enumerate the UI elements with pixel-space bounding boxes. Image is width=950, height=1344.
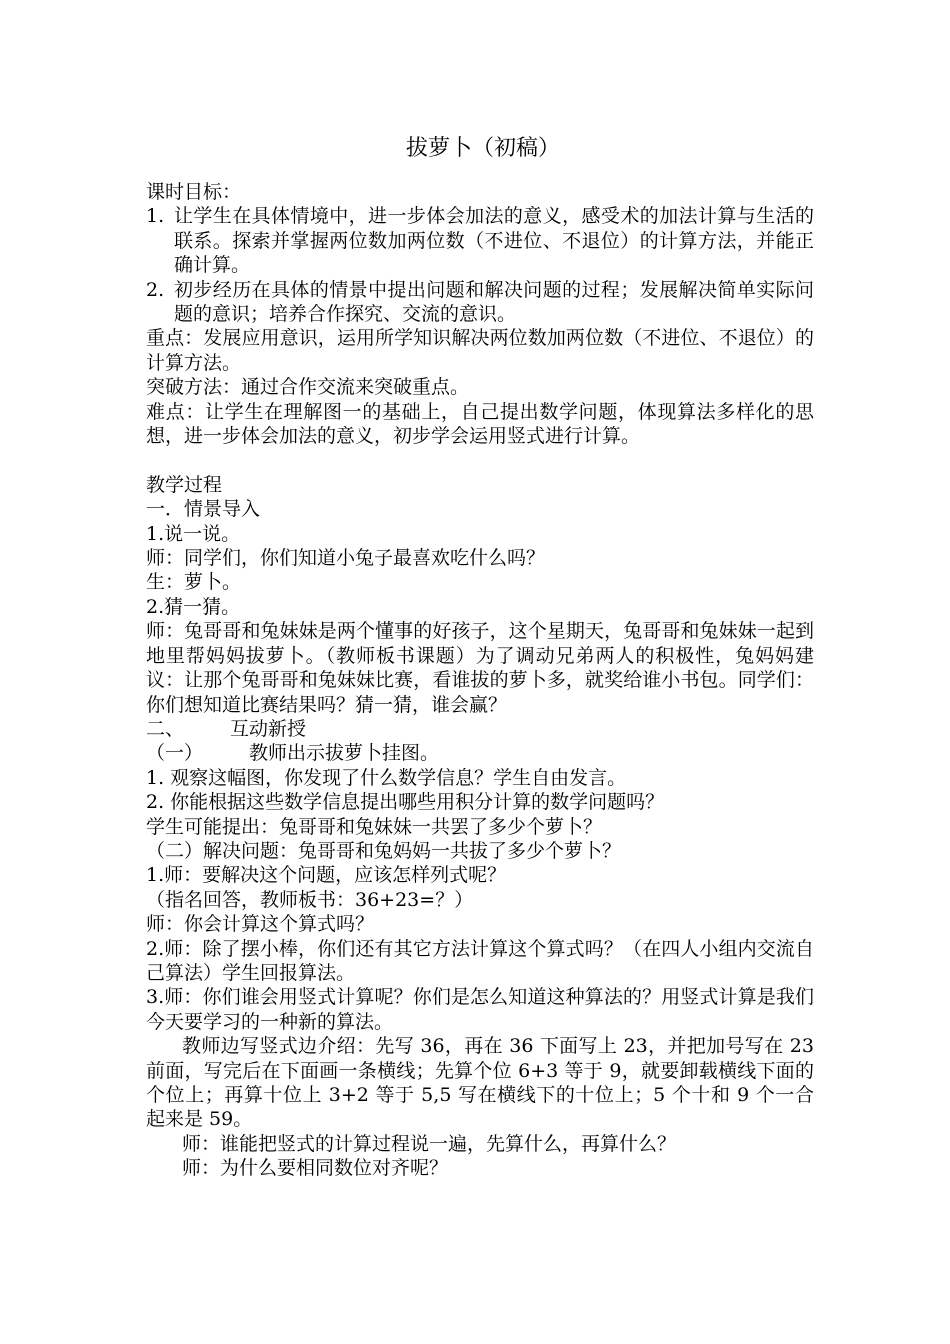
goal-number: 1. <box>146 205 165 228</box>
section1-line: 生：萝卜。 <box>146 571 242 594</box>
section1-line: 1.说一说。 <box>146 522 241 545</box>
breakthrough-method: 突破方法：通过合作交流来突破重点。 <box>146 376 470 399</box>
section2-line: 1.师：要解决这个问题，应该怎样列式呢？ <box>146 864 507 887</box>
section2-line: （二）解决问题：兔哥哥和兔妈妈一共拔了多少个萝卜？ <box>146 839 622 862</box>
section2-heading <box>146 717 814 741</box>
goal-text: 初步经历在具体的情景中提出问题和解决问题的过程；发展解决简单实际问题的意识；培养合作探究、交流的意识。 <box>174 278 814 326</box>
subsection1-text: 教师出示拔萝卜挂图。 <box>249 742 440 765</box>
teacher-question: 师：为什么要相同数位对齐呢？ <box>182 1157 449 1180</box>
section2-line: （指名回答，教师板书：36+23=？） <box>146 888 474 911</box>
subsection1-heading <box>146 741 814 765</box>
section2-line: 1. 观察这幅图，你发现了什么数学信息？学生自由发言。 <box>146 766 627 789</box>
subsection1-number: （一） <box>146 742 204 765</box>
goal-item <box>146 278 814 327</box>
section1-line: 师：同学们，你们知道小兔子最喜欢吃什么吗？ <box>146 547 546 570</box>
section2-heading-number: 二、 <box>146 717 185 740</box>
document-title: 拔萝卜（初稿） <box>405 136 560 161</box>
difficulty: 难点：让学生在理解图一的基础上，自己提出数学问题，体现算法多样化的思想，进一步体会加法的意义，初步学会运用竖式进行计算。 <box>146 400 814 448</box>
section2-paragraph: 2.师：除了摆小棒，你们还有其它方法计算这个算式吗？（在四人小组内交流自己算法）学生回报算法。 <box>146 937 814 984</box>
section1-line: 2.猜一猜。 <box>146 595 241 618</box>
blank-line <box>146 448 814 472</box>
teacher-question: 师：谁能把竖式的计算过程说一遍，先算什么，再算什么？ <box>182 1132 677 1155</box>
vertical-method-explanation: 教师边写竖式边介绍：先写 36，再在 36 下面写上 23，并把加号写在 23 前面，写完后在下面画一条横线；先算个位 6+3 等于 9，就要卸载横线下面的个位上；再算十位上 3+2 等于 5,5 写在横线下的十位上；5 个十和 9 个一合起来是 59。 <box>146 1035 814 1131</box>
goal-item <box>146 204 814 277</box>
goal-number: 2. <box>146 278 165 301</box>
section2-line: 师：你会计算这个算式吗？ <box>146 913 375 936</box>
section2-line: 2. 你能根据这些数学信息提出哪些用积分计算的数学问题吗？ <box>146 791 665 814</box>
goal-text: 让学生在具体情境中，进一步体会加法的意义，感受术的加法计算与生活的联系。探索并掌握两位数加两位数（不进位、不退位）的计算方法，并能正确计算。 <box>174 205 814 277</box>
process-heading: 教学过程 <box>146 473 223 496</box>
section2-paragraph: 3.师：你们谁会用竖式计算呢？你们是怎么知道这种算法的？用竖式计算是我们今天要学习的一种新的算法。 <box>146 986 814 1033</box>
section1-paragraph: 师：兔哥哥和兔妹妹是两个懂事的好孩子，这个星期天，兔哥哥和兔妹妹一起到地里帮妈妈拔萝卜。（教师板书课题）为了调动兄弟两人的积极性，兔妈妈建议：让那个兔哥哥和兔妹妹比赛，看谁拔的萝卜多，就奖给谁小书包。同学们：你们想知道比赛结果吗？猜一猜，谁会赢？ <box>146 620 814 716</box>
goals-heading: 课时目标： <box>146 181 242 203</box>
section2-heading-text: 互动新授 <box>230 717 307 740</box>
key-point: 重点：发展应用意识，运用所学知识解决两位数加两位数（不进位、不退位）的计算方法。 <box>146 327 814 374</box>
section1-heading: 一．情景导入 <box>146 498 261 521</box>
section2-line: 学生可能提出：兔哥哥和兔妹妹一共罢了多少个萝卜？ <box>146 815 603 838</box>
document-body <box>146 134 814 1181</box>
